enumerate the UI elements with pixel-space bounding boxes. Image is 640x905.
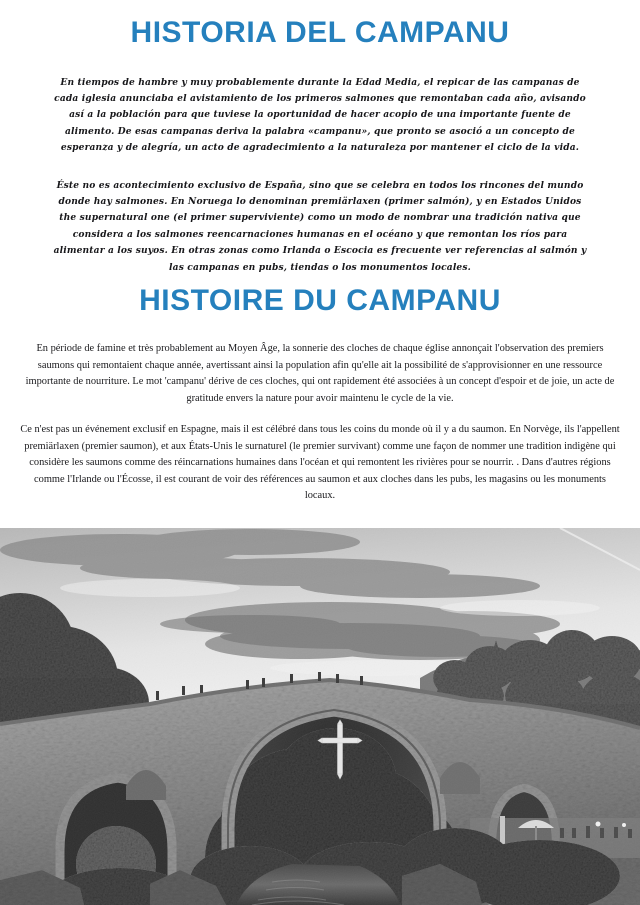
page-title-french: HISTOIRE DU CAMPANU — [139, 283, 501, 317]
roman-bridge-photo — [0, 528, 640, 905]
roman-bridge-illustration — [0, 528, 640, 905]
paragraph-spanish-2: Éste no es acontecimiento exclusivo de España, sino que se celebra en todos los rincones del mundo donde hay salmones. En Noruega lo denominan premiärlaxen (primer salmón), y en Estados Unidos the supernatural one (el primer superviviente) como un modo de nombrar una tradición nativa que considera a los salmones reencarnaciones humanas en el océano y que remontan los ríos para alimentar a los suyos. En otras zonas como Irlanda o Escocia es frecuente ver referencias al salmón y las campanas en pubs, tiendas o los monumentos locales. — [53, 179, 587, 273]
paragraph-french-2: Ce n'est pas un événement exclusif en Espagne, mais il est célébré dans tous les coins du monde où il y a du saumon. En Norvège, ils l'appellent premiärlaxen (premier saumon), et aux États-Unis le surnaturel (le premier survivant) comme une façon de nommer une tradition indigène qui considère les saumons comme des réincarnations humaines dans l'océan et qui remontent les rivières pour se nourrir. . Dans d'autres régions comme l'Irlande ou l'Écosse, il est courant de voir des références au saumon et aux cloches dans les pubs, les magasins ou les monuments locaux. — [20, 424, 620, 502]
page-title-spanish: HISTORIA DEL CAMPANU — [130, 16, 510, 49]
paragraph-spanish-1: En tiempos de hambre y muy probablemente durante la Edad Media, el repicar de las campanas de cada iglesia anunciaba el avistamiento de los primeros salmones que remontaban cada año, avisando así a la población para que tuviese la oportunidad de hacer acopio de una importante fuente de alimento. De esas campanas deriva la palabra «campanu», que pronto se asoció a un concepto de esperanza y de alegría, un acto de agradecimiento a la naturaleza por mantener el ciclo de la vida. — [54, 76, 586, 154]
paragraph-french-1: En période de famine et très probablement au Moyen Âge, la sonnerie des cloches de chaque église annonçait l'observation des premiers saumons qui remontaient chaque année, avertissant ainsi la population afin qu'elle ait la possibilité de s'approvisionner en une ressource importante de nourriture. Le mot 'campanu' dérive de ces cloches, qui ont rapidement été associées à un concept d'espoir et de joie, un acte de gratitude envers la nature pour avoir maintenu le cycle de la vie. — [25, 343, 615, 404]
